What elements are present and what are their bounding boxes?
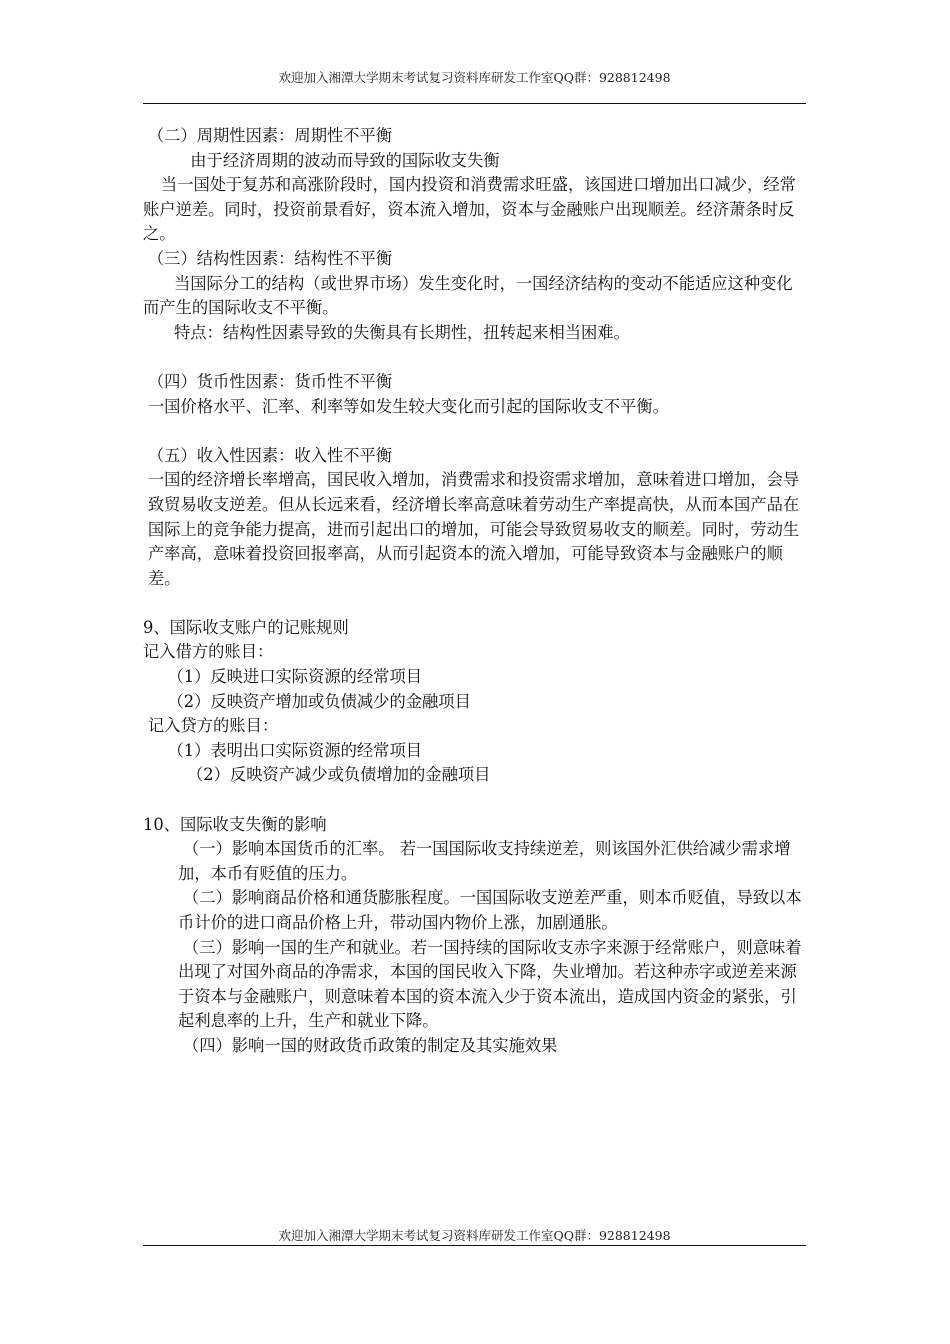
spacer xyxy=(143,419,806,444)
paragraph: 当一国处于复苏和高涨阶段时，国内投资和消费需求旺盛，该国进口增加出口减少，经常账户逆差。同时，投资前景看好，资本流入增加，资本与金融账户出现顺差。经济萧条时反之。 xyxy=(143,175,796,244)
section-heading: （三）结构性因素：结构性不平衡 xyxy=(147,248,393,268)
page-footer: 欢迎加入湘潭大学期末考试复习资料库研发工作室QQ群：928812498 xyxy=(278,1228,671,1243)
document-body xyxy=(143,124,806,1059)
list-item: （1）表明出口实际资源的经常项目 xyxy=(167,740,423,760)
paragraph: 由于经济周期的波动而导致的国际收支失衡 xyxy=(190,150,500,170)
numbered-heading: 10、国际收支失衡的影响 xyxy=(143,814,327,834)
list-title: 记入贷方的账目： xyxy=(147,716,279,736)
list-item: （1）反映进口实际资源的经常项目 xyxy=(167,667,423,687)
paragraph: 一国价格水平、汇率、利率等如发生较大变化而引起的国际收支不平衡。 xyxy=(147,396,669,416)
paragraph: 当国际分工的结构（或世界市场）发生变化时，一国经济结构的变动不能适应这种变化而产生的国际收支不平衡。 xyxy=(143,273,793,318)
list-item: （2）反映资产增加或负债减少的金融项目 xyxy=(167,691,471,711)
list-item: （2）反映资产减少或负债增加的金融项目 xyxy=(187,765,491,785)
numbered-heading: 9、国际收支账户的记账规则 xyxy=(143,617,349,637)
paragraph: （一）影响本国货币的汇率。 若一国国际收支持续逆差，则该国外汇供给减少需求增加，本币有贬值的压力。 xyxy=(178,839,791,883)
spacer xyxy=(143,345,806,370)
paragraph: 特点：结构性因素导致的失衡具有长期性，扭转起来相当困难。 xyxy=(173,322,630,342)
spacer xyxy=(143,788,806,813)
paragraph: （四）影响一国的财政货币政策的制定及其实施效果 xyxy=(182,1035,558,1055)
header-rule xyxy=(143,103,806,104)
section-heading: （五）收入性因素：收入性不平衡 xyxy=(147,445,393,465)
list-title: 记入借方的账目： xyxy=(143,642,274,662)
paragraph: （三）影响一国的生产和就业。若一国持续的国际收支赤字来源于经常账户，则意味着出现了对国外商品的净需求，本国的国民收入下降，失业增加。若这种赤字或逆差来源于资本与金融账户，则意味着本国的资本流入少于资本流出，造成国内资金的紧张，引起利息率的上升，生产和就业下降。 xyxy=(178,937,802,1031)
paragraph: 一国的经济增长率增高，国民收入增加，消费需求和投资需求增加，意味着进口增加，会导致贸易收支逆差。但从长远来看，经济增长率高意味着劳动生产率提高快，从而本国产品在国际上的竞争能力提高，进而引起出口的增加，可能会导致贸易收支的顺差。同时，劳动生产率高，意味着投资回报率高，从而引起资本的流入增加，可能导致资本与金融账户的顺差。 xyxy=(147,470,800,588)
paragraph: （二）影响商品价格和通货膨胀程度。一国国际收支逆差严重，则本币贬值，导致以本币计价的进口商品价格上升，带动国内物价上涨，加剧通胀。 xyxy=(178,888,802,932)
section-heading: （四）货币性因素：货币性不平衡 xyxy=(147,371,393,391)
section-heading: （二）周期性因素：周期性不平衡 xyxy=(147,126,393,145)
spacer xyxy=(143,591,806,616)
page-header: 欢迎加入湘潭大学期末考试复习资料库研发工作室QQ群：928812498 xyxy=(278,70,671,85)
footer-rule xyxy=(143,1245,806,1246)
